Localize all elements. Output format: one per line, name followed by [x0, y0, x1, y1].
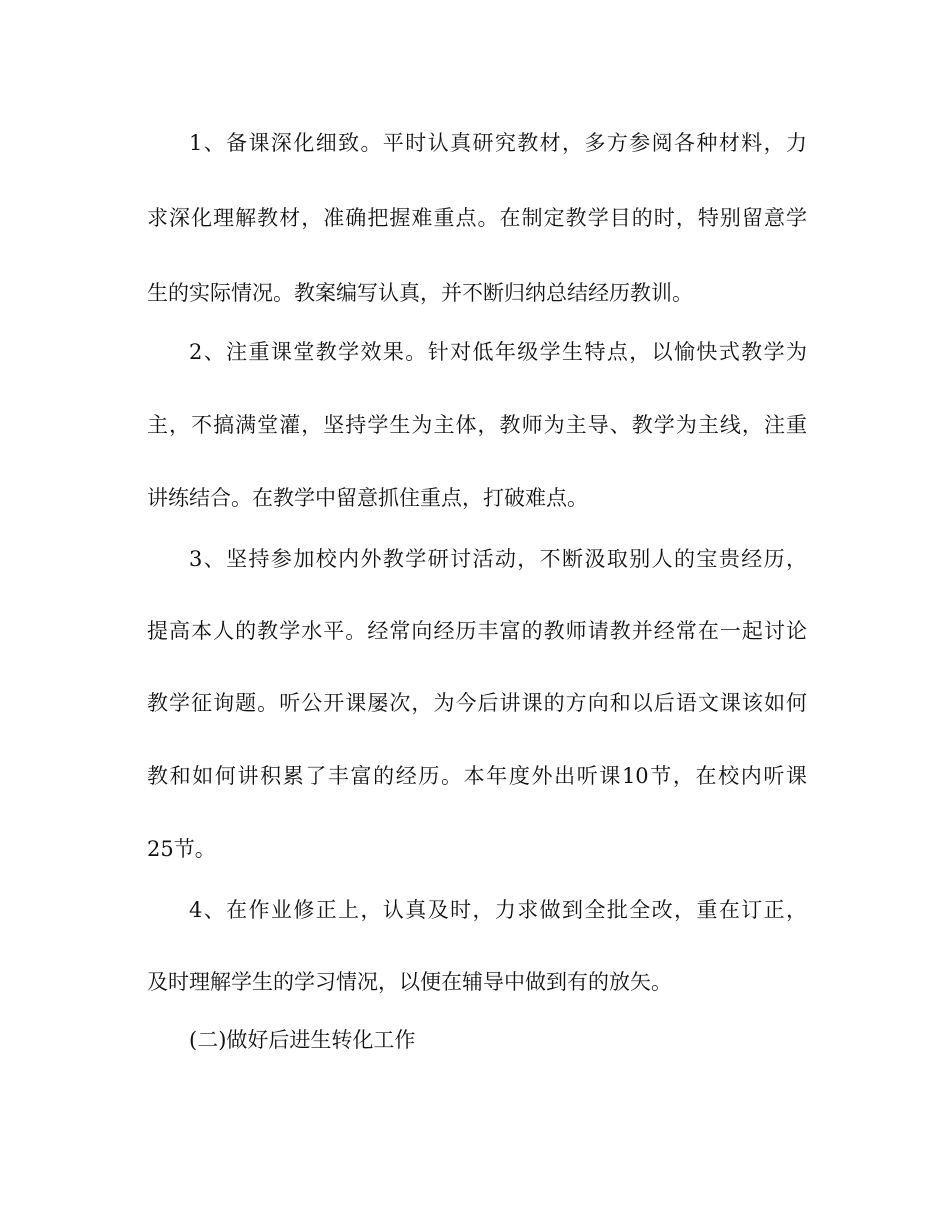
paragraph-2-line-3: 讲练结合。在教学中留意抓住重点，打破难点。	[147, 486, 588, 510]
paragraph-3-line-4: 教和如何讲积累了丰富的经历。本年度外出听课10节，在校内听课	[147, 764, 807, 788]
paragraph-3-line-5: 25节。	[147, 837, 216, 861]
paragraph-3-line-1: 3、坚持参加校内外教学研讨活动，不断汲取别人的宝贵经历，	[189, 547, 807, 571]
paragraph-1-line-2: 求深化理解教材，准确把握难重点。在制定教学目的时，特别留意学	[147, 206, 807, 230]
paragraph-3-line-2: 提高本人的教学水平。经常向经历丰富的教师请教并经常在一起讨论	[147, 619, 807, 643]
paragraph-4-line-1: 4、在作业修正上，认真及时，力求做到全批全改，重在订正，	[189, 898, 807, 922]
paragraph-3-line-3: 教学征询题。听公开课屡次，为今后讲课的方向和以后语文课该如何	[147, 691, 807, 715]
paragraph-2-line-2: 主，不搞满堂灌，坚持学生为主体，教师为主导、教学为主线，注重	[147, 413, 807, 437]
paragraph-2-line-1: 2、注重课堂教学效果。针对低年级学生特点，以愉快式教学为	[189, 340, 807, 364]
paragraph-4-line-2: 及时理解学生的学习情况，以便在辅导中做到有的放矢。	[147, 970, 672, 994]
paragraph-1-line-1: 1、备课深化细致。平时认真研究教材，多方参阅各种材料，力	[189, 131, 807, 155]
section-heading: (二)做好后进生转化工作	[189, 1028, 416, 1052]
paragraph-1-line-3: 生的实际情况。教案编写认真，并不断归纳总结经历教训。	[147, 281, 693, 305]
